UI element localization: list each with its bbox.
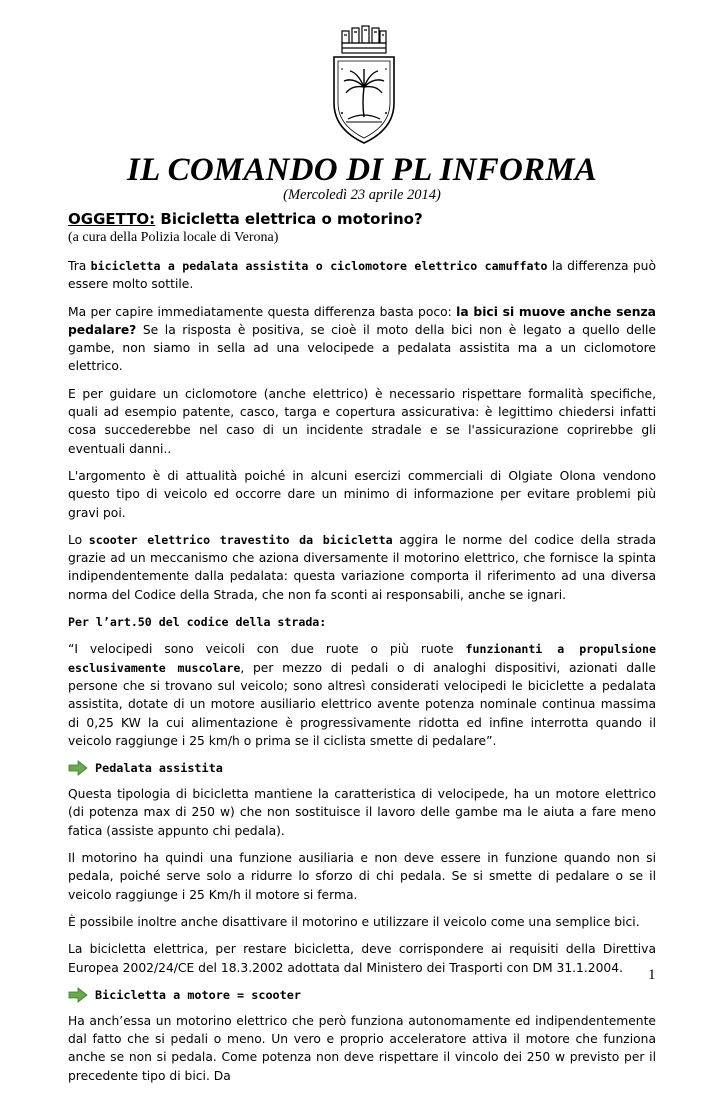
art50-quote bbox=[68, 640, 656, 750]
section-heading-scooter bbox=[68, 986, 656, 1004]
paragraph-4: L'argomento è di attualità poiché in alcuni esercizi commerciali di Olgiate Olona vendono questo tipo di veicolo ed occorre dare un minimo di informazione per evitare problemi più gravi poi. bbox=[68, 468, 656, 520]
p2-text-bold: la bici si muove anche senza pedalare? bbox=[68, 304, 656, 337]
paragraph-2 bbox=[68, 303, 656, 376]
municipal-crest-icon bbox=[328, 25, 400, 147]
p5-text-bold: scooter elettrico travestito da bicicletta bbox=[88, 532, 393, 547]
publication-date: (Mercoledì 23 aprile 2014) bbox=[283, 187, 441, 203]
section-heading-assisted bbox=[68, 759, 656, 777]
subject-label: OGGETTO: bbox=[68, 210, 156, 228]
section-heading-assisted-text: Pedalata assistita bbox=[95, 761, 223, 776]
right-arrow-icon bbox=[68, 760, 88, 776]
document-body bbox=[68, 210, 656, 1094]
p5-text-a: Lo bbox=[68, 532, 89, 547]
right-arrow-icon bbox=[68, 987, 88, 1003]
section-heading-scooter-text: Bicicletta a motore = scooter bbox=[95, 987, 301, 1002]
quote-text-bold: funzionanti a propulsione esclusivamente muscolare bbox=[68, 642, 656, 675]
art50-heading-text: Per l’art.50 del codice della strada: bbox=[68, 615, 327, 630]
paragraph-5 bbox=[68, 531, 656, 604]
page-number: 1 bbox=[648, 967, 656, 983]
subject-line bbox=[68, 210, 656, 229]
p1-text-c: la differenza può essere molto sottile. bbox=[68, 259, 656, 292]
paragraph-1 bbox=[68, 257, 656, 294]
art50-heading bbox=[68, 613, 656, 631]
p1-text-a: Tra bbox=[68, 259, 91, 273]
p5-text-c: aggira le norme del codice della strada grazie ad un meccanismo che aziona diversamente il motorino elettrico, che fornisce la spinta indipendentemente dalla pedalata: questa variazione comporta il riferimento ad una diversa norma del Codice della Strada, che non fa sconti ai responsabili, anche se ignari. bbox=[68, 532, 656, 602]
paragraph-9: La bicicletta elettrica, per restare bicicletta, deve corrispondere ai requisiti della Direttiva Europea 2002/24/CE del 18.3.2002 adottata dal Ministero dei Trasporti con DM 31.1.2004. bbox=[68, 942, 656, 975]
paragraph-6: Questa tipologia di bicicletta mantiene la caratteristica di velocipede, ha un motore elettrico (di potenza max di 250 w) che non sostituisce il lavoro delle gambe ma le aiuta a fare meno fatica (assiste appunto chi pedala). bbox=[68, 787, 656, 838]
curated-by: (a cura della Polizia locale di Verona) bbox=[68, 230, 279, 245]
paragraph-7: Il motorino ha quindi una funzione ausiliaria e non deve essere in funzione quando non si pedala, poiché serve solo a ridurre lo sforzo di chi pedala. Se si smette di pedalare o se il veicolo raggiunge i 25 Km/h il motore si ferma. bbox=[68, 851, 656, 902]
paragraph-3: E per guidare un ciclomotore (anche elettrico) è necessario rispettare formalità specifiche, quali ad esempio patente, casco, targa e copertura assicurativa: è legittimo chiedersi infatti cosa succederebbe nel caso di un incidente stradale e se l'assicurazione coprirebbe gli eventuali danni.. bbox=[68, 386, 656, 456]
quote-text-a: “I velocipedi sono veicoli con due ruote o più ruote bbox=[68, 642, 466, 657]
subject-text: Bicicletta elettrica o motorino? bbox=[160, 210, 423, 228]
paragraph-10: Ha anch’essa un motorino elettrico che però funziona autonomamente ed indipendentemente dal fatto che si pedali o meno. Un vero e proprio acceleratore attiva il motore che funziona anche se non si pedala. Come potenza non deve rispettare il vincolo dei 250 w previsto per il precedente tipo di bici. Da bbox=[68, 1013, 656, 1083]
p2-text-c: Se la risposta è positiva, se cioè il moto della bici non è legato a quello delle gambe, non siamo in sella ad una velocipede a pedalata assistita ma a un ciclomotore elettrico. bbox=[68, 322, 656, 374]
page-title: IL COMANDO DI PL INFORMA bbox=[127, 152, 597, 188]
paragraph-8: È possibile inoltre anche disattivare il motorino e utilizzare il veicolo come una semplice bici. bbox=[68, 914, 640, 929]
p1-text-bold: bicicletta a pedalata assistita o ciclomotore elettrico camuffato bbox=[90, 259, 548, 273]
p2-text-a: Ma per capire immediatamente questa differenza basta poco: bbox=[68, 304, 457, 319]
quote-text-c: , per mezzo di pedali o di analoghi dispositivi, azionati dalle persone che si trovano sul veicolo; sono altresì considerati velocipedi le biciclette a pedalata assistita, dotate di un motore ausiliario elettrico avente potenza nominale continua massima di 0,25 KW la cui alimentazione è progressivamente ridotta ed infine interrotta quando il veicolo raggiunge i 25 km/h o prima se il ciclista smette di pedalare”. bbox=[68, 660, 656, 748]
